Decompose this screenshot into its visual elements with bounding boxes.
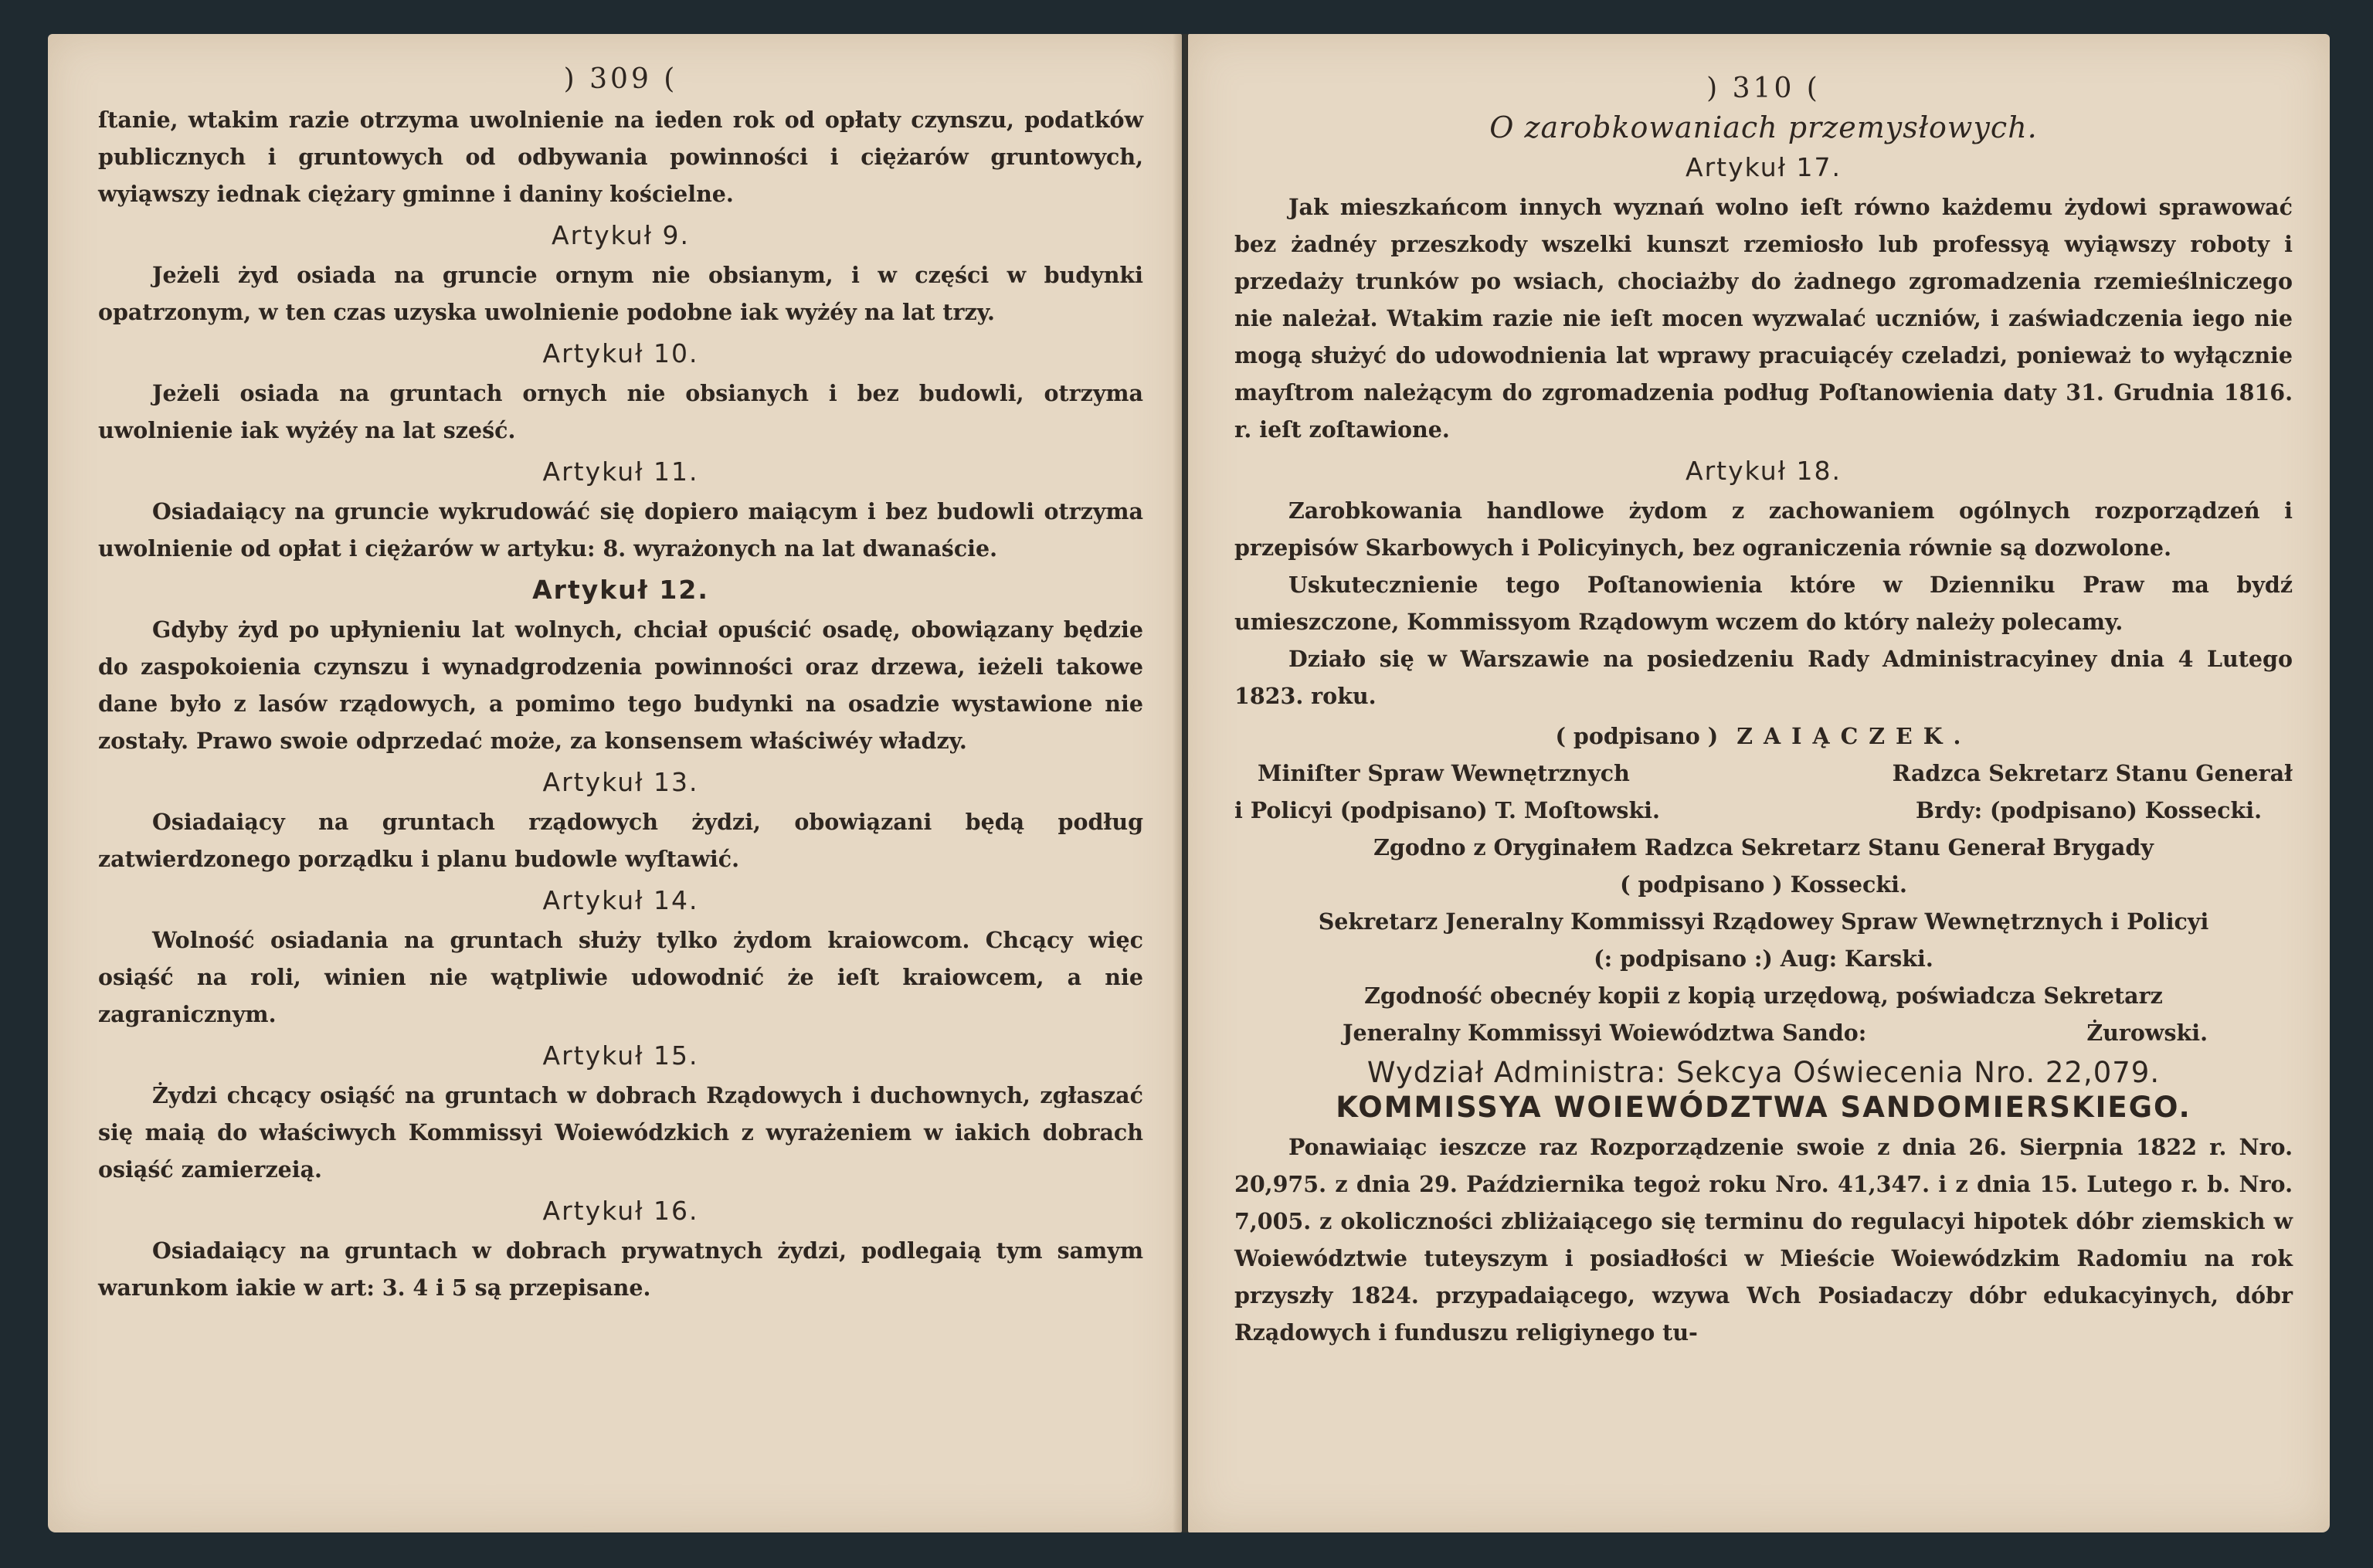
article-text: Jeżeli osiada na gruntach ornych nie obsianych i bez budowli, otrzyma uwolnienie iak wyżéy na lat sześć. [98, 380, 1143, 443]
final-paragraph: Ponawiaiąc ieszcze raz Rozporządzenie swoie z dnia 26. Sierpnia 1822 r. Nro. 20,975. z dnia 29. Października tegoż roku Nro. 41,347. i z dnia 15. Lutego r. b. Nro. 7,005. z okoliczności zbliżaiącego się terminu do regulacyi hipotek dóbr ziemskich w Woiewództwie tuteyszym i posiadłości w Mieście Woiewódzkim Radomiu na rok przyszły 1824. przypadaiącego, wzywa Wch Posiadaczy dóbr edukacyinych, dóbr Rządowych i funduszu religiynego tu- [1234, 1134, 2293, 1346]
execution-clause: Uskutecznienie tego Poſtanowienia które w Dzienniku Praw ma bydź umieszczone, Kommissyom Rządowym wczem do który należy polecamy. [1234, 572, 2293, 635]
article-heading: Artykuł 17. [1686, 152, 1842, 182]
page-number: ) 310 ( [1706, 73, 1821, 104]
page-number: ) 309 ( [563, 63, 678, 95]
copy-attestation: Zgodność obecnéy kopii z kopią urzędową, poświadcza Sekretarz [1364, 983, 2163, 1009]
article-heading: Artykuł 12. [532, 575, 709, 605]
article-heading: Artykuł 15. [542, 1040, 699, 1071]
article-heading: Artykuł 18. [1686, 456, 1842, 486]
article-heading: Artykuł 13. [542, 767, 699, 797]
copy-commission: Jeneralny Kommissyi Woiewództwa Sando: [1343, 1020, 1867, 1046]
article-text: Osiadaiący na gruntach rządowych żydzi, obowiązani będą podług zatwierdzonego porządku i planu budowle wyſtawić. [98, 809, 1143, 872]
article-heading: Artykuł 10. [542, 338, 699, 368]
conformity-signature: ( podpisano ) Kossecki. [1620, 871, 1907, 898]
article-heading: Artykuł 11. [542, 456, 699, 487]
minister-signature: i Policyi (podpisano) T. Moſtowski. [1234, 797, 1660, 823]
dated-clause: Działo się w Warszawie na posiedzeniu Rady Administracyiney dnia 4 Lutego 1823. roku. [1234, 646, 2293, 709]
right-page [1188, 34, 2330, 1532]
article-text: Jeżeli żyd osiada na gruncie ornym nie obsianym, i w części w budynki opatrzonym, w ten czas uzyska uwolnienie podobne iak wyżéy na lat trzy. [98, 262, 1143, 325]
conformity-line: Zgodno z Oryginałem Radzca Sekretarz Stanu Generał Brygady [1373, 834, 2154, 860]
section-title: O zarobkowaniach przemysłowych. [1489, 110, 2038, 144]
secretary-signature-line: (: podpisano :) Aug: Karski. [1594, 945, 1933, 972]
article-text: Osiadaiący na gruncie wykrudowáć się dopiero maiącym i bez budowli otrzyma uwolnienie od opłat i ciężarów w artyku: 8. wyrażonych na lat dwanaście. [98, 498, 1143, 562]
copy-attestation-row [1234, 1014, 2293, 1051]
article-text: Zarobkowania handlowe żydom z zachowaniem ogólnych rozporządzeń i przepisów Skarbowych i Policyinych, bez ograniczenia równie są dozwolone. [1234, 497, 2293, 561]
signature-line [1234, 718, 2293, 755]
secretary-title: Radzca Sekretarz Stanu Generał [1892, 760, 2293, 786]
countersign-row [1234, 755, 2293, 792]
paragraph-intro: ſtanie, wtakim razie otrzyma uwolnienie na ieden rok od opłaty czynszu, podatków publicznych i gruntowych od odbywania powinności i ciężarów gruntowych, wyiąwszy iednak ciężary gminne i daniny kościelne. [98, 107, 1143, 207]
department-line: Wydział Administra: Sekcya Oświecenia Nro. 22,079. [1366, 1056, 2161, 1089]
article-text: Wolność osiadania na gruntach służy tylko żydom kraiowcom. Chcący więc osiąść na roli, winien nie wątpliwie udowodnić że ieſt kraiowcem, a nie zagranicznym. [98, 927, 1143, 1027]
minister-title: Miniſter Spraw Wewnętrznych [1258, 760, 1630, 786]
article-text: Żydzi chcący osiąść na gruntach w dobrach Rządowych i duchownych, zgłaszać się maią do właściwych Kommissyi Woiewódzkich z wyrażeniem w iakich dobrach osiąść zamierzeią. [98, 1082, 1143, 1183]
signatory-name: ZAIĄCZEK. [1736, 723, 1972, 749]
article-text: Gdyby żyd po upłynieniu lat wolnych, chciał opuścić osadę, obowiązany będzie do zaspokoienia czynszu i wynadgrodzenia powinności oraz drzewa, ieżeli takowe dane było z lasów rządowych, a pomimo tego budynki na osadzie wystawione nie zostały. Prawo swoie odprzedać może, za konsensem właściwéy władzy. [98, 616, 1143, 754]
article-text: Osiadaiący na gruntach w dobrach prywatnych żydzi, podlegaią tym samym warunkom iakie w art: 3. 4 i 5 są przepisane. [98, 1237, 1143, 1301]
secretary-line: Sekretarz Jeneralny Kommissyi Rządowey Spraw Wewnętrznych i Policyi [1318, 908, 2209, 935]
article-heading: Artykuł 9. [552, 220, 690, 250]
left-page [48, 34, 1182, 1532]
article-heading: Artykuł 14. [542, 885, 699, 915]
secretary-signature: Brdy: (podpisano) Kossecki. [1915, 797, 2262, 823]
countersign-row [1234, 792, 2293, 829]
signed-label: ( podpisano ) [1555, 723, 1719, 749]
article-heading: Artykuł 16. [542, 1196, 699, 1226]
article-text: Jak mieszkańcom innych wyznań wolno ieſt równo każdemu żydowi sprawować bez żadnéy przeszkody wszelki kunszt rzemiosło lub professyą wyiąwszy roboty i przedaży trunków po wsiach, chociażby do żadnego zgromadzenia rzemieślniczego nie należał. Wtakim razie nie ieſt mocen wyzwalać uczniów, i zaświadczenia iego nie mogą służyć do udowodnienia lat wprawy pracuiącéy czeladzi, ponieważ to wyłącznie mayſtrom należącym do zgromadzenia podług Poſtanowienia daty 31. Grudnia 1816. r. ieſt zoſtawione. [1234, 194, 2293, 443]
commission-title: KOMMISSYA WOIEWÓDZTWA SANDOMIERSKIEGO. [1336, 1091, 2191, 1124]
copy-signature: Żurowski. [2086, 1020, 2208, 1046]
